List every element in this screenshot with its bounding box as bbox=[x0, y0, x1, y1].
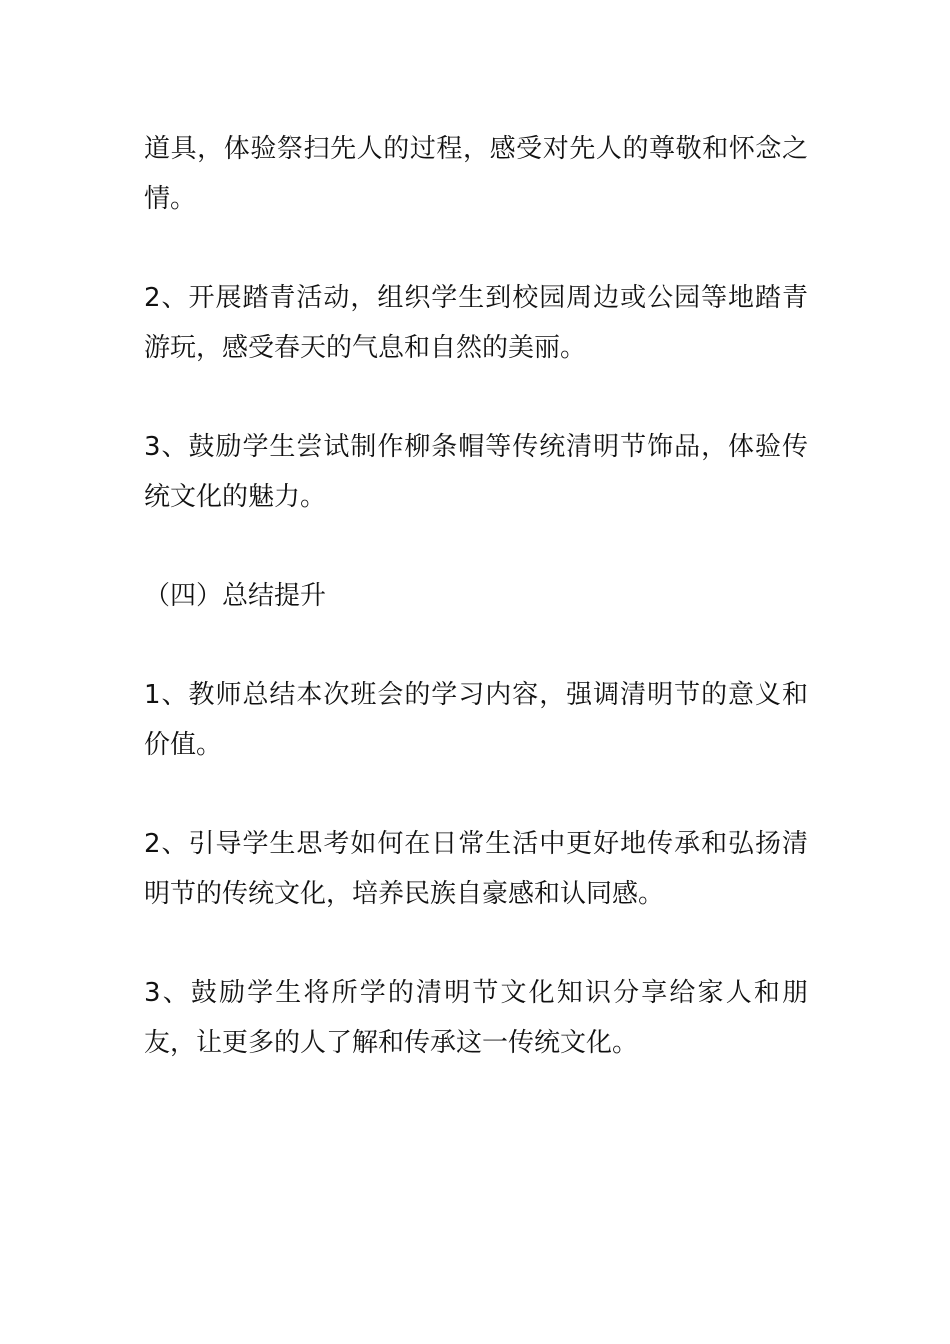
paragraph-summary-3: 3、鼓励学生将所学的清明节文化知识分享给家人和朋友，让更多的人了解和传承这一传统文化。 bbox=[144, 978, 808, 1058]
paragraph-continued: 道具，体验祭扫先人的过程，感受对先人的尊敬和怀念之情。 bbox=[144, 134, 808, 214]
paragraph-item-2: 2、开展踏青活动，组织学生到校园周边或公园等地踏青游玩，感受春天的气息和自然的美丽。 bbox=[144, 283, 808, 363]
document-body bbox=[144, 124, 808, 1117]
section-heading-summary: （四）总结提升 bbox=[144, 581, 327, 611]
paragraph-item-3: 3、鼓励学生尝试制作柳条帽等传统清明节饰品，体验传统文化的魅力。 bbox=[144, 432, 808, 512]
paragraph-summary-2: 2、引导学生思考如何在日常生活中更好地传承和弘扬清明节的传统文化，培养民族自豪感和认同感。 bbox=[144, 829, 808, 909]
paragraph-summary-1: 1、教师总结本次班会的学习内容，强调清明节的意义和价值。 bbox=[144, 680, 808, 760]
